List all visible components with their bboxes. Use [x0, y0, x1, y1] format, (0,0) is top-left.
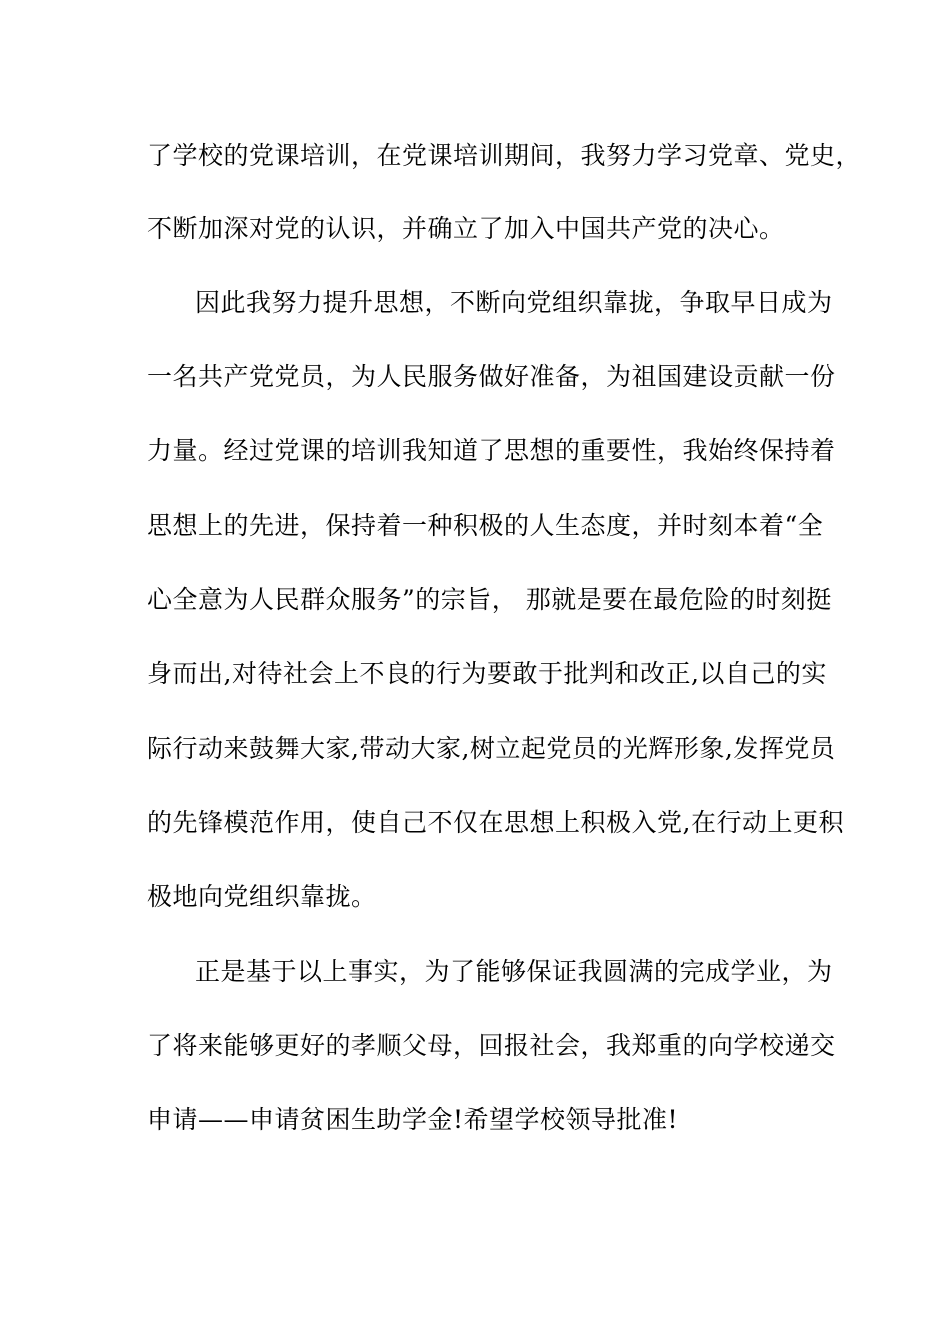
- text-line: 心全意为人民群众服务”的宗旨， 那就是要在最危险的时刻挺: [147, 585, 832, 614]
- paragraph-start-line: 正是基于以上事实，为了能够保证我圆满的完成学业，为: [195, 957, 833, 986]
- text-line: 一名共产党党员，为人民服务做好准备，为祖国建设贡献一份: [147, 362, 836, 391]
- text-line: 了学校的党课培训，在党课培训期间，我努力学习党章、党史，: [147, 141, 862, 170]
- text-line: 身而出,对待社会上不良的行为要敢于批判和改正,以自己的实: [147, 659, 827, 688]
- text-line: 际行动来鼓舞大家,带动大家,树立起党员的光辉形象,发挥党员: [147, 734, 836, 763]
- text-line: 力量。经过党课的培训我知道了思想的重要性，我始终保持着: [147, 436, 836, 465]
- text-line: 的先锋模范作用，使自己不仅在思想上积极入党,在行动上更积: [147, 808, 844, 837]
- text-line: 了将来能够更好的孝顺父母，回报社会，我郑重的向学校递交: [147, 1031, 836, 1060]
- paragraph-start-line: 因此我努力提升思想，不断向党组织靠拢，争取早日成为: [195, 288, 833, 317]
- text-line: 申请——申请贫困生助学金!希望学校领导批准!: [147, 1105, 679, 1134]
- text-line: 思想上的先进，保持着一种积极的人生态度，并时刻本着“全: [147, 511, 824, 540]
- text-line: 极地向党组织靠拢。: [147, 882, 377, 911]
- text-line: 不断加深对党的认识，并确立了加入中国共产党的决心。: [147, 214, 785, 243]
